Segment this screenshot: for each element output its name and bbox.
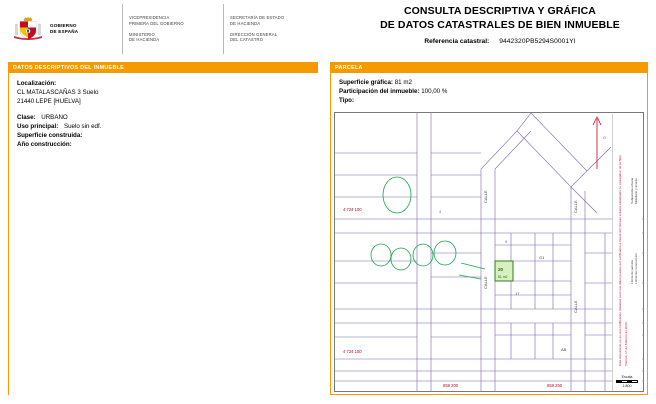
plot-surface-20: 81 m2 (498, 275, 508, 279)
graphic-surface-value: 81 m2 (394, 79, 412, 86)
reference-value: 9442320PB5294S0001YI (499, 38, 576, 45)
class-value: URBANO (41, 114, 68, 121)
page-title-line-2: DE DATOS CATASTRALES DE BIEN INMUEBLE (380, 19, 620, 31)
location-line-2: 21440 LEPE [HUELVA] (17, 98, 81, 105)
map-legend-strip (612, 114, 642, 392)
secretaria-line-2: DE HACIENDA (230, 20, 261, 26)
coat-of-arms-wrap (8, 2, 48, 56)
graphic-surface-label: Superficie gráfica: (339, 79, 393, 86)
direccion-line-2: DEL CATASTRO (230, 37, 264, 43)
legend-key-construction: Límite de construcción (634, 253, 638, 284)
plot-label-g1: G1 (539, 255, 545, 260)
secretaria-line-1: SECRETARÍA DE ESTADO (230, 15, 285, 21)
scale-bar-graphic (616, 380, 638, 383)
street-label-3: CALLE (573, 200, 578, 213)
north-arrow-icon (593, 117, 601, 169)
class-field (17, 113, 310, 122)
legend-key-furniture: Mobiliario y aceras (634, 178, 638, 204)
coord-label-north-1: 4 724 100 (343, 207, 362, 212)
reference-label: Referencia catastral: (424, 38, 490, 45)
construction-year-value (72, 141, 76, 148)
cadastral-reference (352, 38, 648, 45)
plot-corner-label: G (603, 135, 607, 140)
coord-label-north-2: 4 724 150 (343, 349, 362, 354)
main-use-label: Uso principal: (17, 123, 59, 130)
organism-block (230, 2, 310, 56)
header-divider-2 (223, 4, 224, 54)
participation-value: 100,00 % (421, 88, 448, 95)
construction-year-label: Año construcción: (17, 141, 72, 148)
legend-date: Viernes, 17 de Febrero de 2023 (624, 322, 628, 366)
direccion-catastro-group (230, 32, 310, 43)
gob-line-2: DE ESPAÑA (50, 29, 79, 34)
government-branding (8, 2, 348, 56)
plot-label-ab: AB (561, 347, 567, 352)
main-use-field (17, 122, 310, 131)
legend-key-parcel: Límite de parcela (630, 260, 634, 284)
header-divider-1 (122, 4, 123, 54)
type-label: Tipo: (339, 97, 355, 104)
direccion-line-1: DIRECCIÓN GENERAL (230, 32, 278, 37)
participation-field (339, 87, 639, 96)
gob-line-1: GOBIERNO (50, 23, 77, 28)
document-header (0, 0, 656, 58)
ministerio-line-1: MINISTERIO (129, 32, 155, 37)
class-label: Clase: (17, 114, 36, 121)
document-title-block (352, 4, 648, 45)
left-panel (8, 73, 318, 395)
construction-year-field (17, 140, 310, 149)
spain-coat-of-arms-icon (12, 16, 44, 42)
cadastral-map[interactable] (334, 112, 644, 392)
built-surface-value (82, 132, 86, 139)
built-surface-field (17, 131, 310, 140)
plot-label-17: 17 (515, 291, 520, 296)
street-label-2: CALLE (483, 276, 488, 289)
coord-label-east-1: 859 200 (443, 383, 459, 388)
spacer-1 (17, 106, 310, 113)
legend-disclaimer: Este documento no es una certificación catastral, pero sus datos pueden ser verificados a través del 'Acceso a datos catastrales no protegidos' de la SEC. (618, 154, 622, 366)
coord-label-east-2: 859 250 (547, 383, 563, 388)
right-panel-header: PARCELA (330, 62, 648, 73)
gobierno-de-espana-label (48, 2, 116, 56)
plot-label-misc-1: 4 (439, 209, 442, 214)
plot-label-misc-2: 9 (505, 239, 508, 244)
ministerio-group (129, 32, 217, 43)
location-label: Localización: (17, 80, 57, 87)
ministry-block (129, 2, 217, 56)
scale-indicator (614, 375, 640, 389)
legend-key-subparcel: Subparcela urbana (630, 177, 634, 204)
built-surface-label: Superficie construida: (17, 132, 83, 139)
left-panel-header: DATOS DESCRIPTIVOS DEL INMUEBLE (8, 62, 318, 73)
location-line-1: CL MATALASCAÑAS 3 Suelo (17, 89, 99, 96)
main-use-value: Suelo sin edf. (63, 123, 102, 130)
vicepresidencia-line-1: VICEPRESIDENCIA (129, 15, 170, 21)
street-label-4: CALLE (573, 300, 578, 313)
secretaria-estado-group (230, 15, 310, 26)
vicepresidencia-group (129, 15, 217, 26)
location-field (17, 79, 310, 106)
graphic-surface-field (339, 78, 639, 87)
vicepresidencia-line-2: PRIMERA DEL GOBIERNO (129, 20, 184, 26)
type-field (339, 96, 639, 105)
participation-label: Participación del inmueble: (339, 88, 420, 95)
map-canvas[interactable] (335, 113, 643, 391)
street-label-1: CALLE (483, 190, 488, 203)
scale-value: 1:800 (622, 384, 632, 389)
scale-label: Escala (621, 374, 633, 379)
ministerio-line-2: DE HACIENDA (129, 37, 160, 43)
plot-number-20: 20 (498, 267, 504, 272)
page-title-line-1: CONSULTA DESCRIPTIVA Y GRÁFICA (403, 5, 596, 17)
